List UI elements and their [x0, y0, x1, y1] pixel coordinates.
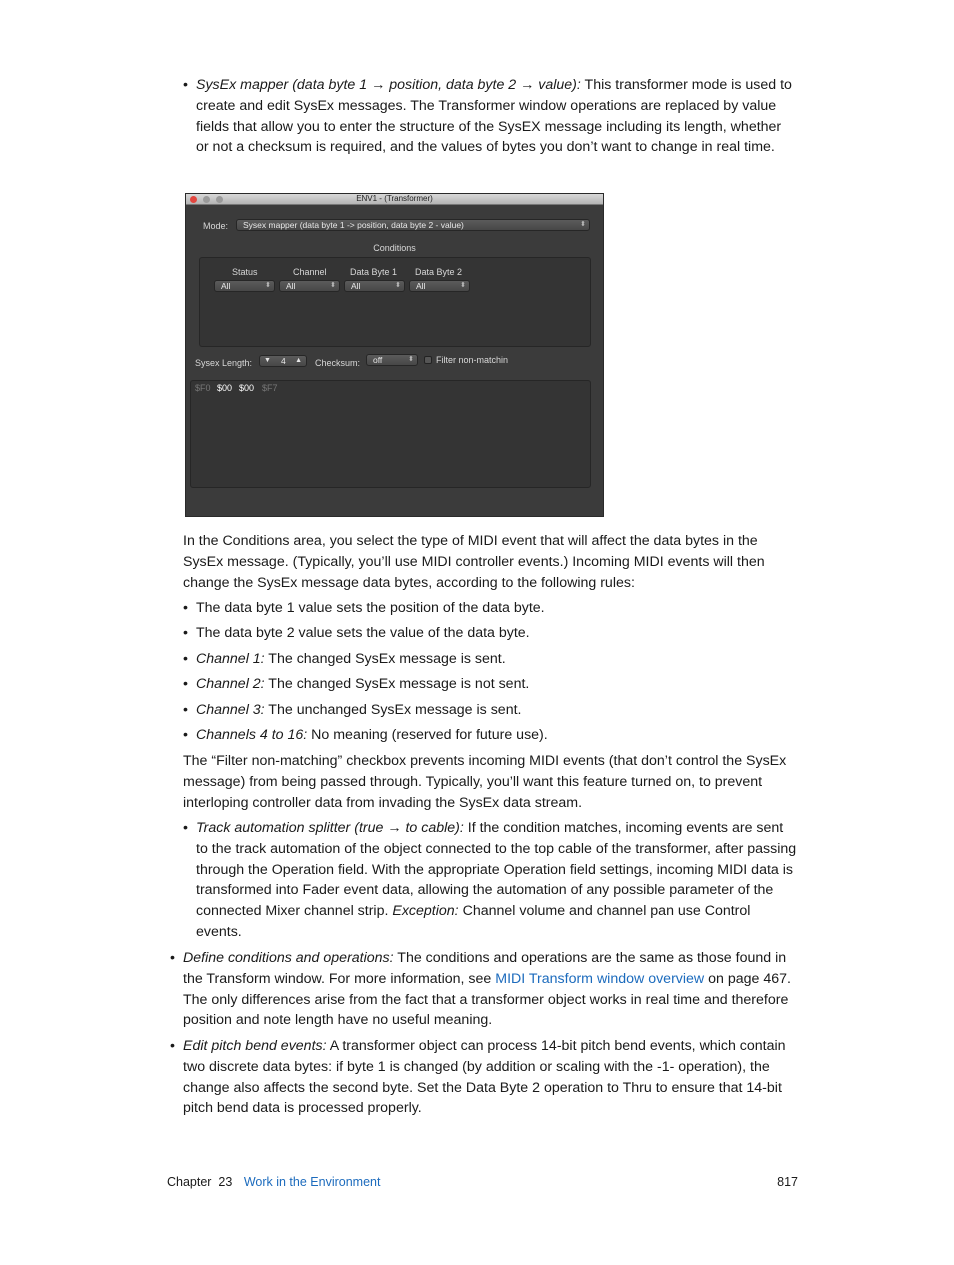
rule-text: The changed SysEx message is not sent.	[264, 676, 530, 693]
mode-label: Mode:	[203, 221, 229, 231]
data-byte-2-popup[interactable]	[409, 280, 470, 292]
bullet-text: This transformer mode is used to create and edit SysEx messages. The Transformer window operations are replaced by value fields that allow you to enter the structure of the SysEX message including its length, whether or not a checksum is required, and the values of bytes you don’t want to change in real time.	[196, 77, 792, 156]
list-item	[196, 674, 796, 695]
channel-popup[interactable]	[279, 280, 340, 292]
rule-term: Channels 4 to 16:	[196, 726, 308, 743]
channel-value: All	[286, 281, 296, 291]
rule-text: The changed SysEx message is sent.	[264, 650, 506, 667]
data-byte-2-value: All	[416, 281, 426, 291]
channel-header: Channel	[293, 267, 327, 277]
filter-checkbox[interactable]	[424, 356, 432, 364]
status-header: Status	[232, 267, 258, 277]
title-bar	[186, 194, 603, 205]
decrement-icon[interactable]: ▼	[264, 357, 271, 364]
rule-text: No meaning (reserved for future use).	[307, 726, 548, 743]
list-item	[196, 700, 796, 721]
popup-arrows-icon: ⬍	[395, 282, 401, 289]
rule-term: Channel 3:	[196, 701, 265, 718]
chapter-title-link[interactable]: Work in the Environment	[243, 1175, 381, 1189]
list-item	[196, 598, 796, 619]
sysex-data-panel	[190, 380, 591, 488]
popup-arrows-icon: ⬍	[408, 356, 414, 363]
bullet-text: The conditions and operations are the same as those found in the Transform window. For more information, see	[183, 950, 787, 987]
checksum-label: Checksum:	[315, 358, 361, 368]
hex-byte[interactable]: $F0	[195, 383, 211, 393]
bullet-sysex-mapper	[196, 75, 796, 158]
popup-arrows-icon: ⬍	[330, 282, 336, 289]
hex-byte[interactable]: $00	[239, 383, 255, 393]
list-item	[196, 623, 796, 644]
hex-byte[interactable]: $F7	[262, 383, 278, 393]
popup-arrows-icon: ⬍	[265, 282, 271, 289]
data-byte-1-header: Data Byte 1	[350, 267, 398, 277]
midi-transform-link[interactable]: MIDI Transform window overview	[495, 970, 705, 987]
data-byte-1-value: All	[351, 281, 361, 291]
hex-byte[interactable]: $00	[217, 383, 233, 393]
footer	[167, 1172, 380, 1193]
list-item	[196, 649, 796, 670]
sysex-length-label: Sysex Length:	[195, 358, 253, 368]
bullet-edit-pitch-bend	[183, 1036, 795, 1119]
transformer-window-screenshot	[185, 193, 604, 517]
data-byte-1-popup[interactable]	[344, 280, 405, 292]
term-define-conditions: Define conditions and operations:	[183, 950, 394, 966]
sysex-length-value: 4	[281, 356, 286, 366]
bullet-text: on page 467. The only differences arise from the fact that a transformer object works in real time and therefore position and note length have no useful meaning.	[183, 970, 791, 1029]
list-item	[196, 725, 796, 746]
status-popup[interactable]	[214, 280, 275, 292]
rule-text: The unchanged SysEx message is sent.	[264, 701, 522, 718]
rules-list	[196, 598, 796, 750]
rule-text: The data byte 2 value sets the value of the data byte.	[196, 625, 530, 642]
exception-term: Exception:	[392, 903, 459, 920]
rule-term: Channel 2:	[196, 676, 265, 693]
popup-arrows-icon: ⬍	[580, 221, 586, 228]
checksum-value: off	[373, 355, 383, 365]
increment-icon[interactable]: ▲	[295, 357, 302, 364]
bullet-track-automation	[196, 818, 798, 943]
mode-value: Sysex mapper (data byte 1 -> position, data byte 2 - value)	[243, 220, 464, 230]
page-number: 817	[777, 1175, 798, 1189]
window-title: ENV1 - (Transformer)	[356, 194, 433, 203]
bullet-text: A transformer object can process 14-bit pitch bend events, which contain two discrete data bytes: if byte 1 is changed (by addition or scaling with the -1- operation), the change also affects the second byte. Set the Data Byte 2 operation to Thru to ensure that 14-bit pitch bend data is processed properly.	[183, 1038, 786, 1117]
checksum-popup[interactable]	[366, 354, 418, 366]
filter-label: Filter non-matchin	[436, 355, 509, 365]
term-edit-pitch-bend: Edit pitch bend events:	[183, 1038, 327, 1054]
rule-text: The data byte 1 value sets the position of the data byte.	[196, 600, 545, 616]
sysex-length-stepper[interactable]	[259, 355, 307, 367]
status-value: All	[221, 281, 231, 291]
bullet-text: If the condition matches, incoming events are sent to the track automation of the object connected to the top cable of the transformer, after passing through the Operation field. With the appropriate Operation field settings, incoming MIDI data is transformed into Fader event data, allowing the automation of any possible parameter of the connected Mixer channel strip.	[196, 820, 797, 920]
data-byte-2-header: Data Byte 2	[415, 267, 463, 277]
bullet-text: Channel volume and channel pan use Control events.	[196, 903, 751, 940]
chapter-label: Chapter 23	[167, 1175, 233, 1189]
bullet-define-conditions	[183, 948, 795, 1031]
term-track-automation: Track automation splitter (true → to cable):	[196, 820, 464, 836]
rule-term: Channel 1:	[196, 650, 265, 667]
term-sysex-mapper: SysEx mapper (data byte 1 → position, data byte 2 → value):	[196, 77, 581, 93]
popup-arrows-icon: ⬍	[460, 282, 466, 289]
conditions-paragraph: In the Conditions area, you select the type of MIDI event that will affect the data bytes in the SysEx message. (Typically, you’ll use MIDI controller events.) Incoming MIDI events will then change the SysEx message data bytes, according to the following rules:	[183, 533, 765, 591]
conditions-label: Conditions	[373, 243, 416, 253]
mode-popup[interactable]	[236, 219, 590, 231]
filter-paragraph: The “Filter non-matching” checkbox prevents incoming MIDI events (that don’t control the SysEx message) from being passed through. Typically, you’ll want this feature turned on, to prevent interloping controller data from invading the SysEx data stream.	[183, 753, 787, 811]
